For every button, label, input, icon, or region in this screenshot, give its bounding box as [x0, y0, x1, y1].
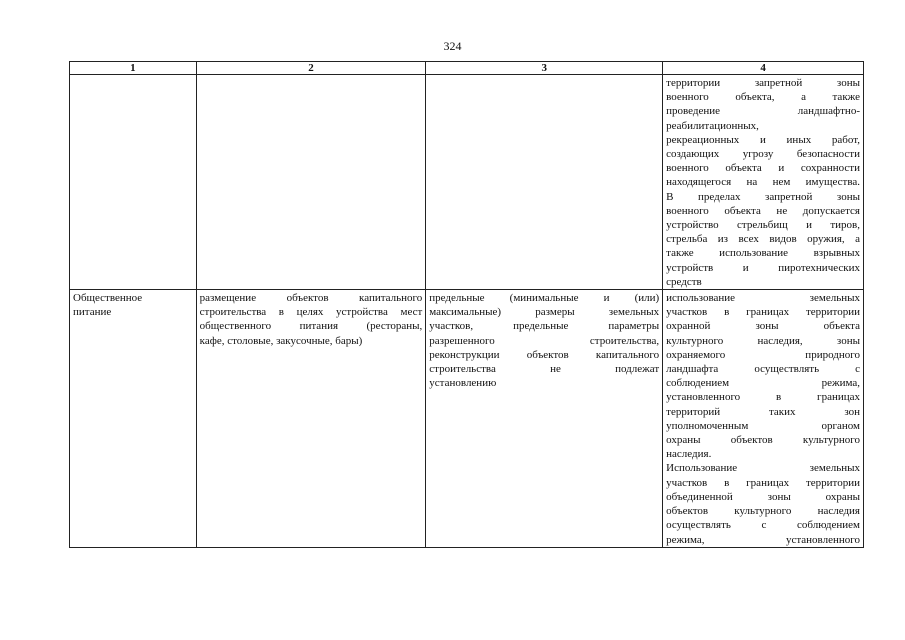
text-line: строительства не подлежат — [429, 363, 660, 376]
text-line: объединенной зоны охраны — [666, 490, 860, 503]
text-line: наследия. — [666, 448, 712, 461]
header-col-1: 1 — [70, 62, 197, 75]
text-line: средств — [666, 275, 702, 288]
row2-col3 — [426, 290, 663, 548]
text-line: использование земельных — [666, 292, 860, 305]
text-line: осуществлять с соблюдением — [666, 519, 860, 532]
text-line: военного объекта не допускается — [666, 204, 860, 217]
text-line: ландшафта осуществлять с — [666, 363, 860, 376]
text-line: установлению — [429, 377, 497, 390]
row1-col3 — [426, 75, 663, 290]
row2-col2 — [196, 290, 426, 548]
text-line: Использование земельных — [666, 462, 860, 475]
text-line: военного объекта и сохранности — [666, 162, 860, 175]
text-line: культурного наследия, зоны — [666, 334, 860, 347]
header-col-3: 3 — [426, 62, 663, 75]
text-line: охранной зоны объекта — [666, 320, 860, 333]
text-line: территории запретной зоны — [666, 77, 860, 89]
row2-col4 — [663, 290, 864, 548]
page-number: 324 — [443, 39, 462, 53]
text-line: реабилитационных, — [666, 119, 759, 132]
row1-col1 — [70, 75, 197, 290]
text-line: участков в границах территории — [666, 476, 860, 489]
text-line: реконструкции объектов капитального — [429, 348, 660, 361]
table-header-row — [70, 62, 864, 75]
text-line: создающих угрозу безопасности — [666, 148, 860, 161]
text-line: строительства в целях устройства мест — [199, 306, 423, 319]
header-col-2: 2 — [196, 62, 426, 75]
text-line: охраны объектов культурного — [666, 434, 860, 447]
table-row — [70, 290, 864, 548]
text-line: установленного в границах — [666, 391, 860, 404]
row1-col4 — [663, 75, 864, 290]
text-line: военного объекта, а также — [666, 91, 860, 104]
text-line: участков, предельные параметры — [429, 320, 660, 333]
text-line: соблюдением режима, — [666, 377, 860, 390]
header-col-4: 4 — [663, 62, 864, 75]
land-use-table — [69, 61, 864, 548]
text-line: проведение ландшафтно- — [666, 105, 860, 118]
text-line: устройство стрельбищ и тиров, — [666, 219, 860, 232]
text-line: территорий таких зон — [666, 405, 860, 418]
text-line: предельные (минимальные и (или) — [429, 292, 660, 305]
text-line: рекреационных и иных работ, — [666, 133, 860, 146]
text-line: питание — [73, 306, 112, 319]
text-line: также использование взрывных — [666, 247, 860, 260]
text-line: устройств и пиротехнических — [666, 261, 860, 274]
text-line: объектов культурного наследия — [666, 505, 860, 518]
text-line: охраняемого природного — [666, 348, 860, 361]
text-line: находящегося на нем имущества. — [666, 176, 860, 189]
text-line: режима, установленного — [666, 533, 860, 546]
text-line: общественного питания (рестораны, — [199, 320, 423, 333]
text-line: максимальные) размеры земельных — [429, 306, 660, 319]
text-line: размещение объектов капитального — [199, 292, 423, 305]
text-line: Общественное — [73, 292, 143, 305]
text-line: стрельба из всех видов оружия, а — [666, 233, 860, 246]
text-line: участков в границах территории — [666, 306, 860, 319]
text-line: разрешенного строительства, — [429, 334, 660, 347]
text-line: кафе, столовые, закусочные, бары) — [199, 334, 363, 347]
text-line: уполномоченным органом — [666, 419, 860, 432]
text-line: В пределах запретной зоны — [666, 190, 860, 203]
row2-col1 — [70, 290, 197, 548]
row1-col2 — [196, 75, 426, 290]
table-row — [70, 75, 864, 290]
